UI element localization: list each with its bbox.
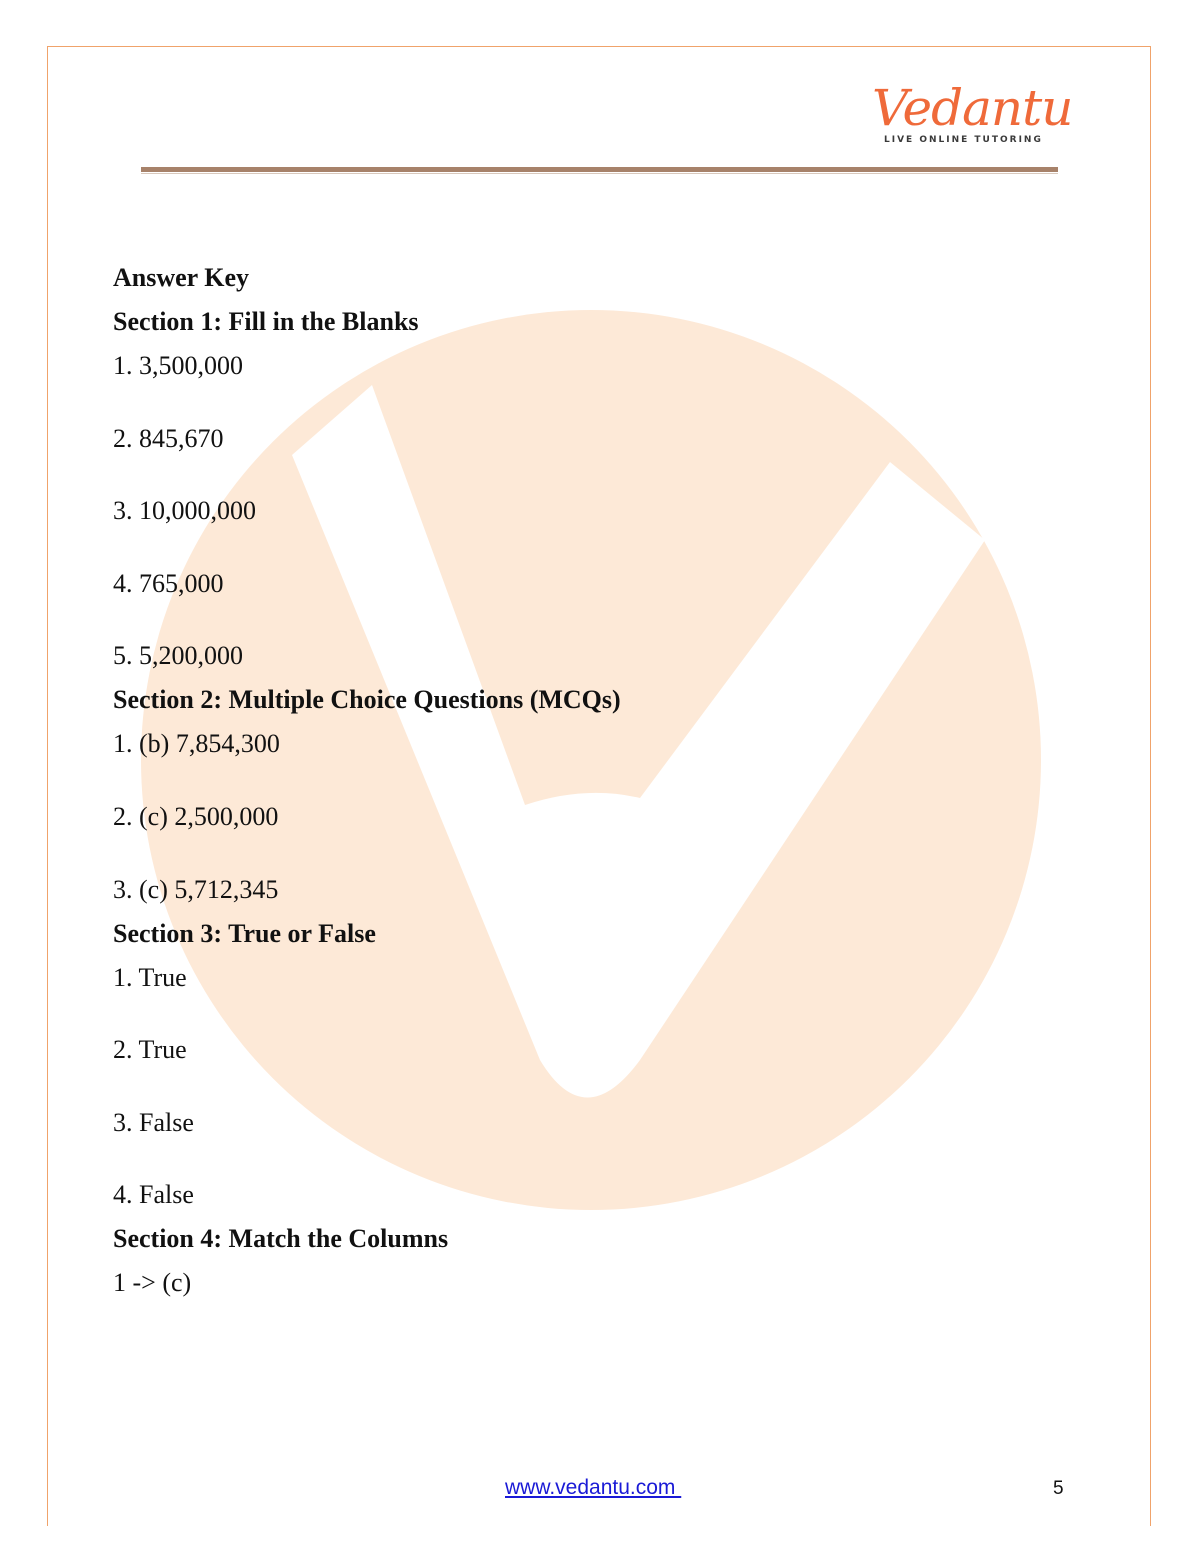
answer-item: 2. 845,670: [113, 423, 224, 453]
answer-item: 3. False: [113, 1107, 194, 1137]
answer-item: 1. (b) 7,854,300: [113, 729, 280, 759]
logo-tagline: LIVE ONLINE TUTORING: [884, 135, 1043, 145]
header-rule: [141, 167, 1058, 174]
answer-item: 2. (c) 2,500,000: [113, 801, 279, 831]
section-heading: Section 3: True or False: [113, 918, 376, 948]
answer-item: 5. 5,200,000: [113, 641, 243, 671]
answer-item: 3. 10,000,000: [113, 496, 256, 526]
page-number: 5: [1053, 1478, 1064, 1499]
section-heading: Section 4: Match the Columns: [113, 1224, 449, 1254]
footer-website-link[interactable]: www.vedantu.com: [505, 1476, 682, 1499]
answer-item: 1 -> (c): [113, 1268, 192, 1298]
vedantu-logo: [872, 78, 1073, 145]
logo-wordmark: Vedantu: [872, 79, 1073, 137]
answer-item: 4. False: [113, 1180, 194, 1210]
answer-item: 1. True: [113, 962, 187, 992]
section-heading: Section 1: Fill in the Blanks: [113, 307, 419, 336]
answer-item: 2. True: [113, 1035, 187, 1065]
answer-key-content: [113, 258, 1073, 1307]
answer-item: 4. 765,000: [113, 568, 224, 598]
answer-item: 3. (c) 5,712,345: [113, 874, 279, 904]
page-title: Answer Key: [113, 263, 250, 292]
answer-item: 1. 3,500,000: [113, 351, 243, 380]
section-heading: Section 2: Multiple Choice Questions (MCQs): [113, 685, 621, 715]
